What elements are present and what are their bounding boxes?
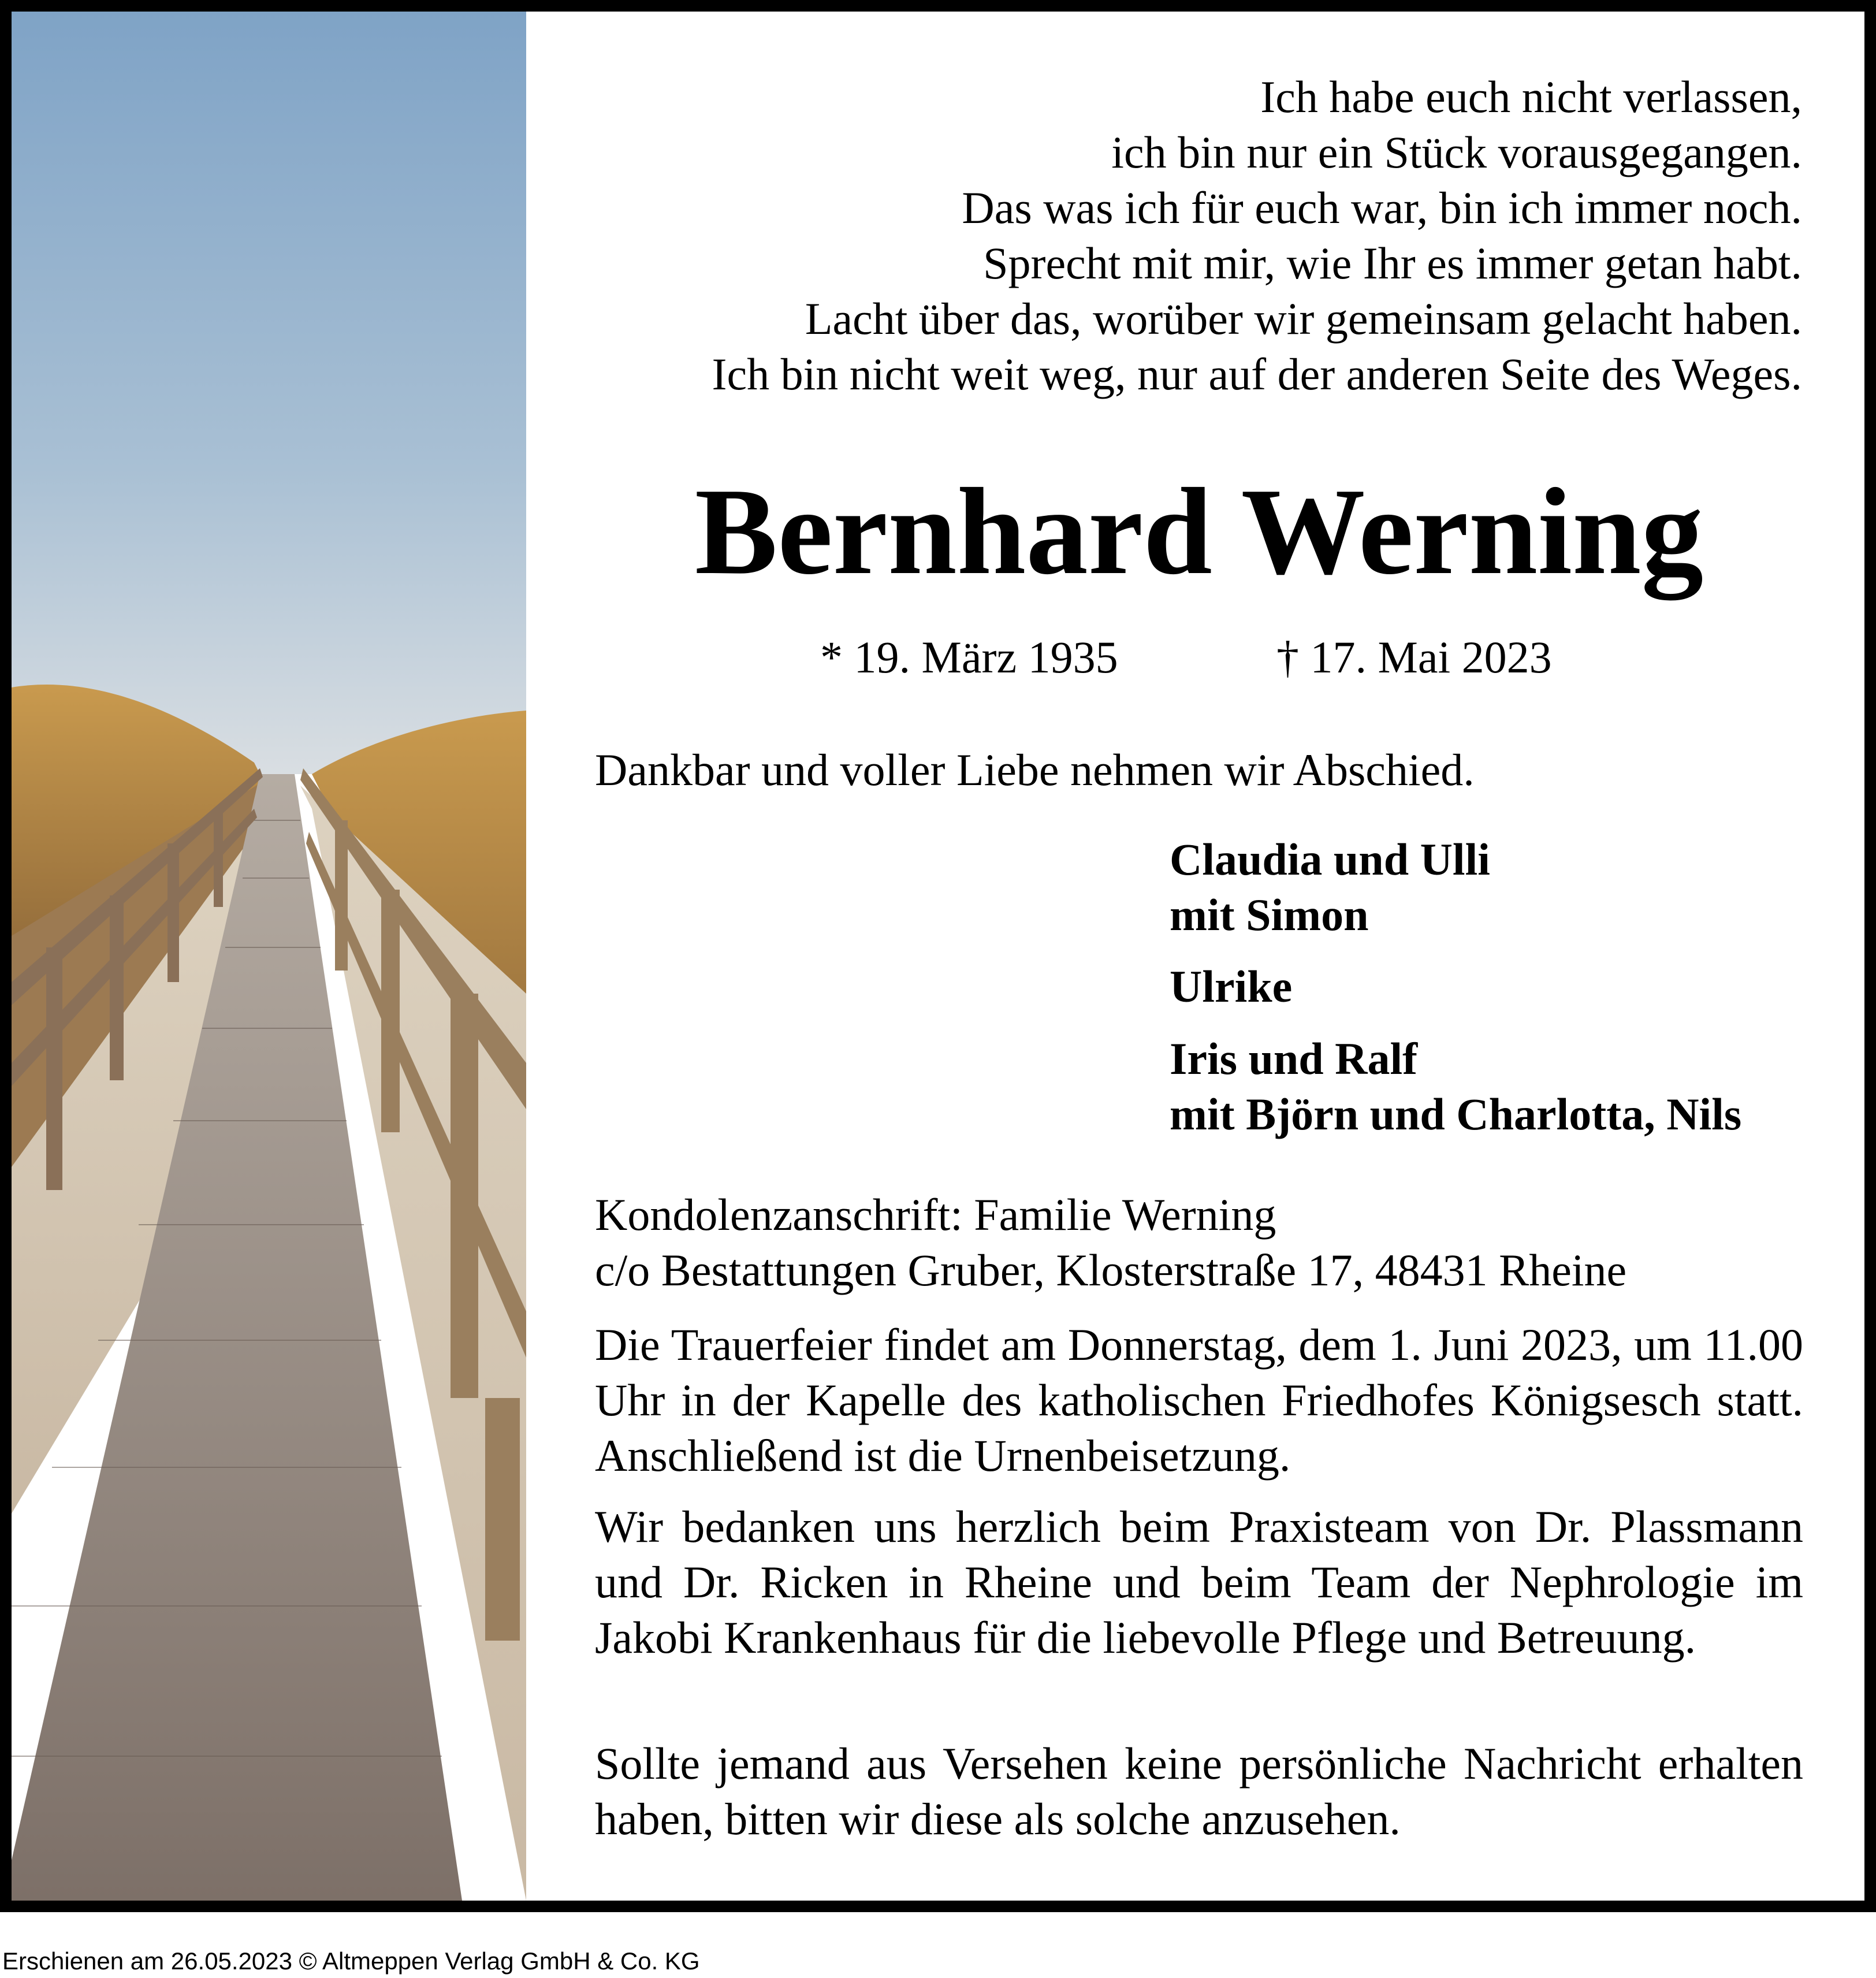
family-group <box>1170 1031 1741 1142</box>
publication-footer: Erschienen am 26.05.2023 © Altmeppen Verlag GmbH & Co. KG <box>2 1947 700 1975</box>
poem-line: Lacht über das, worüber wir gemeinsam gelacht haben. <box>805 293 1802 344</box>
family-line: Iris und Ralf <box>1170 1033 1418 1084</box>
family-line: Claudia und Ulli <box>1170 834 1490 884</box>
note-paragraph: Sollte jemand aus Versehen keine persönliche Nachricht erhalten haben, bitten wir diese als solche anzusehen. <box>595 1738 1803 1844</box>
poem-line: Sprecht mit mir, wie Ihr es immer getan habt. <box>983 238 1802 288</box>
deceased-name: Bernhard Werning <box>694 462 1704 600</box>
boardwalk-illustration <box>12 12 526 1901</box>
poem-line: Ich habe euch nicht verlassen, <box>1260 72 1802 122</box>
thanks-paragraph: Wir bedanken uns herzlich beim Praxisteam von Dr. Plassmann und Dr. Ricken in Rheine und beim Team der Nephrologie im Jakobi Krankenhaus für die liebevolle Pflege und Betreuung. <box>595 1501 1803 1663</box>
address-line: c/o Bestattungen Gruber, Klosterstraße 17, 48431 Rheine <box>595 1245 1627 1295</box>
poem <box>589 69 1802 402</box>
family-group <box>1170 832 1490 943</box>
poem-line: Ich bin nicht weit weg, nur auf der anderen Seite des Weges. <box>712 349 1802 399</box>
poem-line: Das was ich für euch war, bin ich immer noch. <box>962 183 1802 233</box>
ceremony-paragraph: Die Trauerfeier findet am Donnerstag, dem 1. Juni 2023, um 11.00 Uhr in der Kapelle des katholischen Friedhofes Königsesch statt. Anschließend ist die Urnenbeisetzung. <box>595 1319 1803 1481</box>
family-line: mit Björn und Charlotta, Nils <box>1170 1089 1742 1139</box>
farewell-line: Dankbar und voller Liebe nehmen wir Abschied. <box>595 745 1475 795</box>
address-line: Kondolenzanschrift: Familie Werning <box>595 1189 1276 1240</box>
birth-date: * 19. März 1935 <box>820 632 1118 682</box>
family-line: Ulrike <box>1170 961 1293 1012</box>
condolence-address <box>595 1187 1803 1298</box>
family-group <box>1170 959 1292 1014</box>
poem-line: ich bin nur ein Stück vorausgegangen. <box>1111 127 1802 177</box>
death-date: † 17. Mai 2023 <box>1276 632 1552 682</box>
boardwalk-dunes-photo <box>12 12 526 1901</box>
family-line: mit Simon <box>1170 890 1369 940</box>
